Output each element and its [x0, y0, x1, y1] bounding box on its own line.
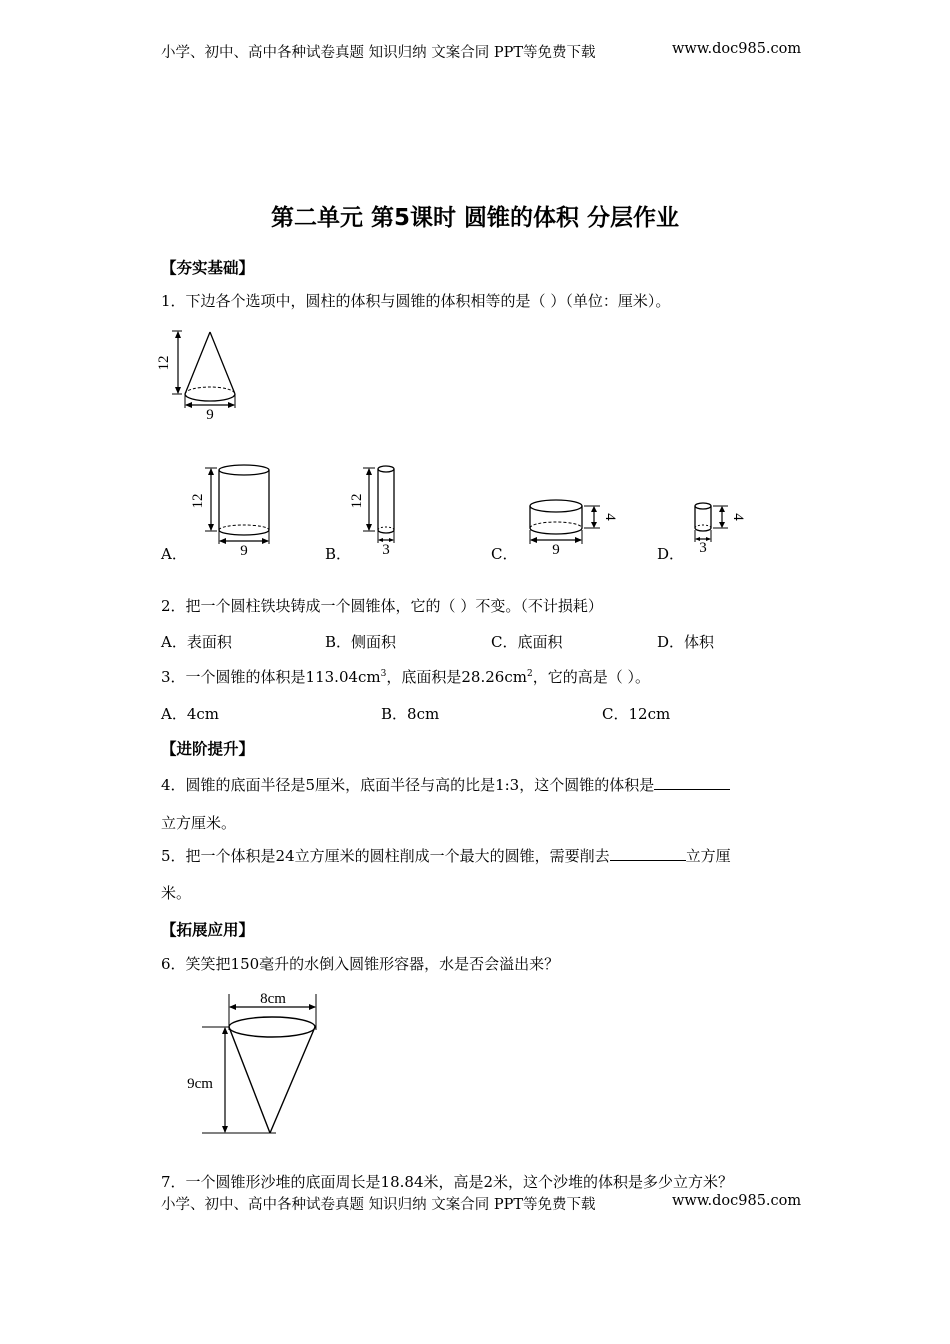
q1-option-a-label[interactable]: A． [161, 545, 187, 563]
q5-answer-blank[interactable] [610, 846, 686, 861]
q6-diameter-label: 8cm [260, 991, 286, 1007]
q2-option-b[interactable]: B．侧面积 [325, 633, 397, 651]
page-header-text: 小学、初中、高中各种试卷真题 知识归纳 文案合同 PPT等免费下载 [161, 45, 596, 61]
svg-text:9: 9 [240, 543, 248, 559]
svg-text:3: 3 [699, 540, 707, 556]
page-header-url[interactable]: www.doc985.com [672, 41, 802, 57]
q1-option-c-figure[interactable] [526, 496, 616, 558]
q3-option-b[interactable]: B．8cm [381, 705, 440, 723]
q1-option-b-label[interactable]: B． [325, 545, 352, 563]
question-6: 6．笑笑把150毫升的水倒入圆锥形容器，水是否会溢出来？ [161, 955, 560, 973]
q1-cone-figure [156, 328, 250, 423]
q3-option-c[interactable]: C．12cm [602, 705, 671, 723]
page-footer-text: 小学、初中、高中各种试卷真题 知识归纳 文案合同 PPT等免费下载 [161, 1197, 596, 1213]
question-5-cont: 米。 [161, 884, 192, 902]
cone-diameter-label: 9 [206, 407, 214, 423]
question-2: 2．把一个圆柱铁块铸成一个圆锥体，它的（ ）不变。（不计损耗） [161, 597, 603, 615]
question-7: 7．一个圆锥形沙堆的底面周长是18.84米，高是2米，这个沙堆的体积是多少立方米？ [161, 1173, 734, 1191]
q1-option-d-label[interactable]: D． [657, 545, 685, 563]
q2-option-d[interactable]: D．体积 [657, 633, 715, 651]
question-4: 4．圆锥的底面半径是5厘米，底面半径与高的比是1:3，这个圆锥的体积是 [161, 774, 730, 795]
q1-option-a-figure[interactable] [190, 463, 281, 559]
question-3: 3．一个圆锥的体积是$113.04cm^3$，底面积是$28.26cm^2$，它的高是（ ）。 [161, 668, 650, 686]
q4-answer-blank[interactable] [654, 775, 730, 790]
page-footer-url[interactable]: www.doc985.com [672, 1193, 802, 1209]
q1-option-d-figure[interactable] [692, 496, 747, 558]
section-heading-extension: 【拓展应用】 [161, 921, 255, 939]
svg-text:3: 3 [382, 542, 390, 558]
q2-option-c[interactable]: C．底面积 [491, 633, 563, 651]
cone-height-label: 12 [156, 355, 172, 371]
svg-text:4: 4 [730, 513, 746, 521]
question-1: 1．下边各个选项中，圆柱的体积与圆锥的体积相等的是（ ）（单位：厘米）。 [161, 292, 671, 310]
svg-text:12: 12 [190, 493, 206, 509]
q1-option-c-label[interactable]: C． [491, 545, 518, 563]
question-4-cont: 立方厘米。 [161, 814, 237, 832]
q6-height-label: 9cm [187, 1076, 213, 1092]
section-heading-advanced: 【进阶提升】 [161, 740, 255, 758]
q1-option-b-figure[interactable] [349, 463, 402, 558]
svg-text:9: 9 [552, 542, 560, 558]
question-5: 5．把一个体积是24立方厘米的圆柱削成一个最大的圆锥，需要削去 立方厘 [161, 847, 731, 865]
q3-option-a[interactable]: A．4cm [161, 705, 220, 723]
q6-cone-container-figure [180, 985, 330, 1140]
section-heading-basic: 【夯实基础】 [161, 259, 255, 277]
q2-option-a[interactable]: A．表面积 [161, 633, 232, 651]
page-title: 第二单元 第5课时 圆锥的体积 分层作业 [270, 205, 680, 231]
svg-text:4: 4 [602, 513, 618, 521]
svg-text:12: 12 [349, 493, 365, 509]
